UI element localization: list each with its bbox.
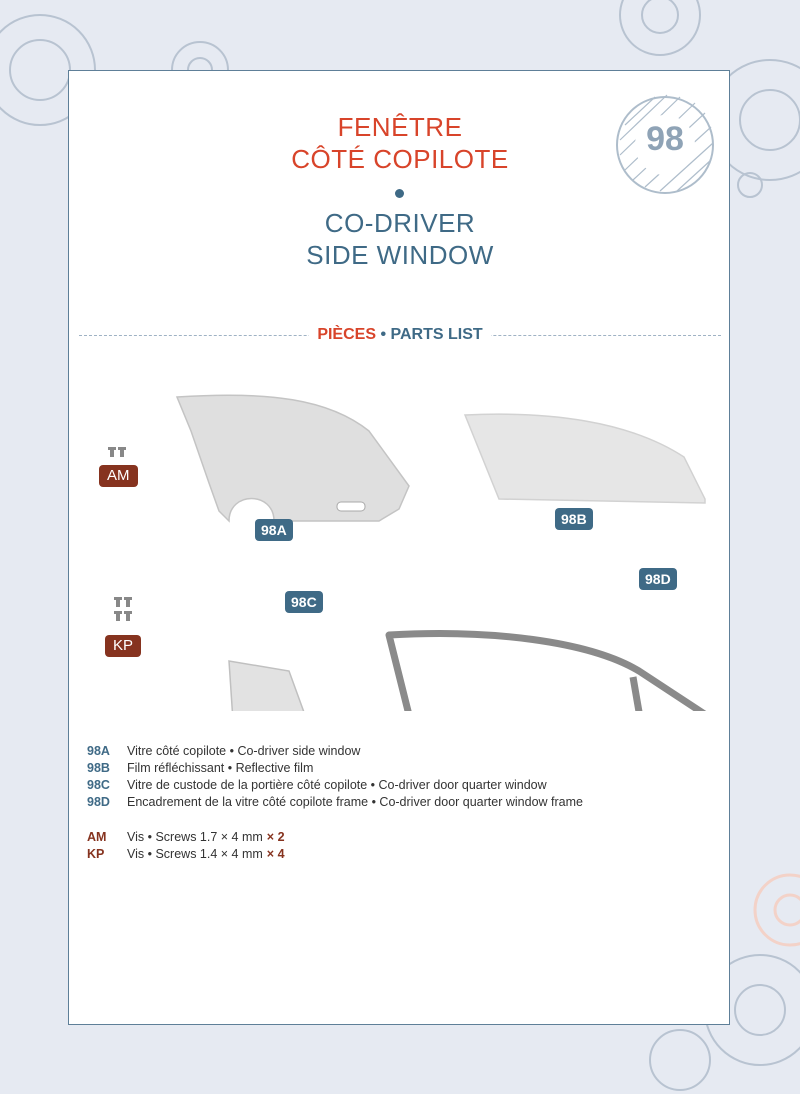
- title-fr-line1: FENÊTRE: [337, 112, 463, 142]
- screw-code: AM: [87, 830, 107, 844]
- tag-98c: 98C: [285, 591, 323, 613]
- page-number: 98: [646, 120, 684, 158]
- screw-description: Vis • Screws 1.7 × 4 mm: [127, 830, 263, 844]
- part-98d-frame: [389, 634, 717, 712]
- part-description: Film réfléchissant • Reflective film: [127, 761, 314, 775]
- parts-heading-fr: PIÈCES: [317, 326, 376, 343]
- part-description: Encadrement de la vitre côté copilote frame • Co-driver door quarter window frame: [127, 795, 583, 809]
- title-fr-line2: CÔTÉ COPILOTE: [291, 144, 509, 174]
- part-code: 98D: [87, 795, 110, 809]
- part-description: Vitre côté copilote • Co-driver side window: [127, 744, 361, 758]
- parts-heading: [69, 324, 731, 346]
- parts-heading-en: PARTS LIST: [390, 326, 483, 343]
- part-code: 98B: [87, 761, 110, 775]
- screw-quantity: × 4: [266, 847, 285, 861]
- tag-98d: 98D: [639, 568, 677, 590]
- screw-code: KP: [87, 847, 105, 861]
- list-item: [87, 743, 717, 760]
- parts-list: [87, 743, 717, 863]
- tag-98a: 98A: [255, 519, 293, 541]
- title-separator-dot: [395, 189, 404, 198]
- title-en-line2: SIDE WINDOW: [306, 240, 494, 270]
- parts-illustration: [69, 371, 731, 711]
- list-item: [87, 829, 717, 846]
- part-98a-slot: [337, 502, 365, 511]
- list-item: [87, 794, 717, 811]
- title-en-line1: CO-DRIVER: [324, 208, 476, 238]
- part-98a-shape: [177, 395, 409, 521]
- part-code: 98C: [87, 778, 110, 792]
- list-item: [87, 777, 717, 794]
- list-item: [87, 846, 717, 863]
- screw-am-icon: [108, 447, 126, 457]
- screw-kp-icon: [114, 597, 132, 621]
- part-description: Vitre de custode de la portière côté copilote • Co-driver door quarter window: [127, 778, 547, 792]
- instruction-page: [68, 70, 730, 1025]
- parts-heading-separator: •: [380, 326, 387, 343]
- screw-description: Vis • Screws 1.4 × 4 mm: [127, 847, 263, 861]
- part-98b-shape: [465, 414, 705, 503]
- screw-quantity: × 2: [266, 830, 285, 844]
- tag-am: AM: [99, 465, 138, 487]
- list-item: [87, 760, 717, 777]
- part-98c-shape: [229, 661, 309, 711]
- tag-kp: KP: [105, 635, 141, 657]
- part-code: 98A: [87, 744, 110, 758]
- tag-98b: 98B: [555, 508, 593, 530]
